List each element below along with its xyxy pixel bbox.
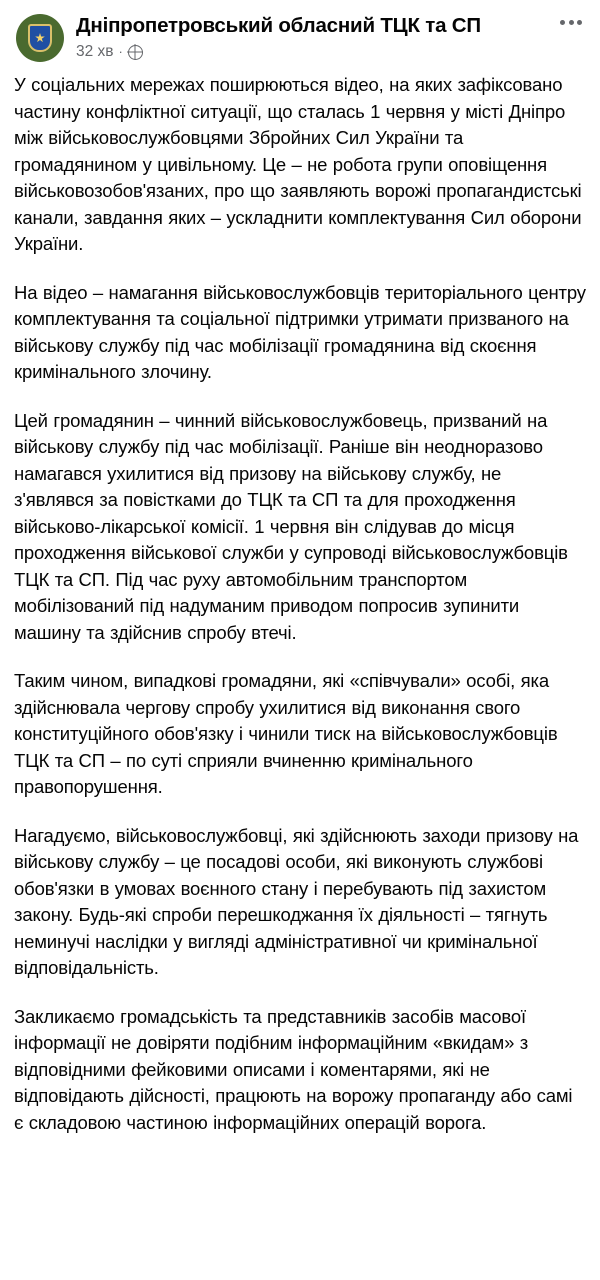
page-title[interactable]: Дніпропетровський обласний ТЦК та СП: [76, 14, 481, 37]
avatar[interactable]: [16, 14, 64, 62]
dot: [560, 20, 565, 25]
post-paragraph: Закликаємо громадськість та представників засобів масової інформації не довіряти подібним інформаційним «вкидам» з відповідними фейковими описами і коментарями, які не відповідають дійсності, працюють на ворожу пропаганду або самі є складовою частиною інформаційних операцій ворога.: [14, 1005, 573, 1133]
meta-separator: ·: [118, 44, 123, 59]
post-header-text: [64, 14, 552, 61]
post-header: [0, 0, 600, 68]
post-timestamp[interactable]: 32 хв: [76, 43, 114, 60]
shield-emblem-icon: [28, 24, 52, 52]
post-paragraph: Нагадуємо, військовослужбовці, які здійснюють заходи призову на військову службу – це посадові особи, які виконують службові обов'язки в умовах воєнного стану і перебувають під захистом закону. Будь-які спроби перешкоджання їх діяльності – тягнуть неминучі наслідки у вигляді адміністративної чи кримінальної відповідальність.: [14, 824, 579, 978]
post-paragraph: Таким чином, випадкові громадяни, які «співчували» особі, яка здійснювала чергову спробу ухилитися від виконання свого конституційного обов'язку і чинили тиск на військовослужбовців ТЦК та СП – по суті сприяли вчиненню кримінального правопорушення.: [14, 670, 558, 797]
globe-icon[interactable]: [128, 45, 143, 60]
post-meta: [76, 43, 552, 61]
post-paragraph: Цей громадянин – чинний військовослужбовець, призваний на військову службу під час мобілізації. Раніше він неодноразово намагався ухилитися від призову на військову службу, не з'являвся за повістками до ТЦК та СП та для проходження військово-лікарської комісії. 1 червня він слідував до місця проходження військової служби у супроводі військовослужбовців ТЦК та СП. Під час руху автомобільним транспортом мобілізований під надуманим приводом попросив зупинити машину та здійснив спробу втечі.: [14, 409, 568, 643]
more-options-icon[interactable]: [552, 14, 584, 25]
dot: [577, 20, 582, 25]
post-body: [0, 68, 600, 1154]
post-paragraph: На відео – намагання військовослужбовців територіального центру комплектування та соціальної підтримки утримати призваного на військову службу під час мобілізації громадянина від скоєння кримінального злочину.: [14, 281, 586, 382]
dot: [569, 20, 574, 25]
post-paragraph: У соціальних мережах поширюються відео, на яких зафіксовано частину конфліктної ситуації, що сталась 1 червня у місті Дніпро між військовослужбовцями Збройних Сил України та громадянином у цивільному. Це – не робота групи оповіщення військовозобов'язаних, про що заявляють ворожі пропагандистські канали, завдання яких – ускладнити комплектування Сил оборони України.: [14, 74, 582, 254]
